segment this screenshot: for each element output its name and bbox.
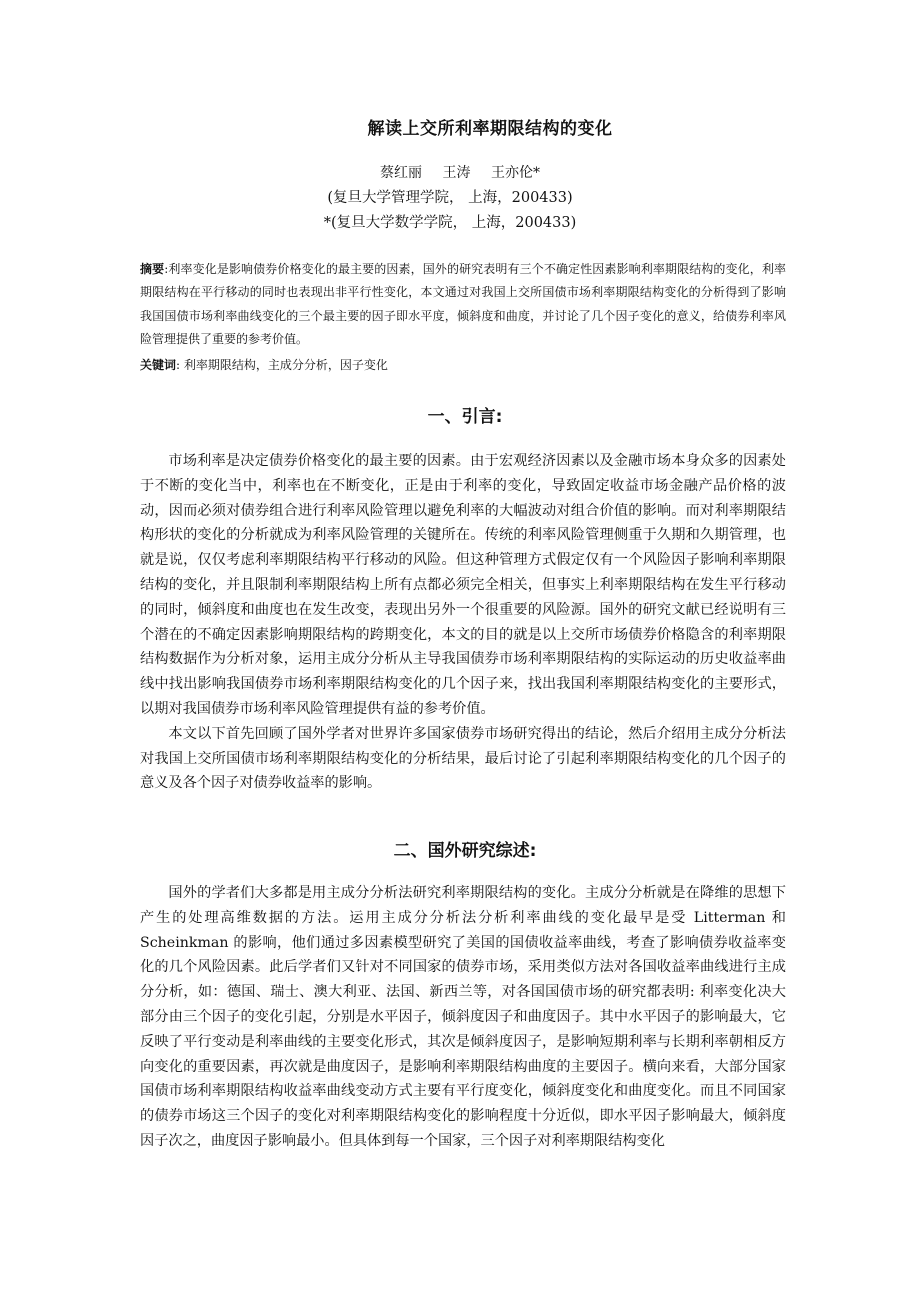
paragraph: 国外的学者们大多都是用主成分分析法研究利率期限结构的变化。主成分分析就是在降维的思想下产生的处理高维数据的方法。运用主成分分析法分析利率曲线的变化最早是受 Litterman 和 Scheinkman 的影响，他们通过多因素模型研究了美国的国债收益率曲线，考查了影响债券收益率变化的几个风险因素。此后学者们又针对不同国家的债券市场，采用类似方法对各国收益率曲线进行主成分分析，如：德国、瑞士、澳大利亚、法国、新西兰等，对各国国债市场的研究都表明: 利率变化决大部分由三个因子的变化引起，分别是水平因子，倾斜度因子和曲度因子。其中水平因子的影响最大，它反映了平行变动是利率曲线的主要变化形式，其次是倾斜度因子，是影响短期利率与长期利率朝相反方向变化的重要因素，再次就是曲度因子，是影响利率期限结构曲度的主要因子。横向来看，大部分国家国债市场利率期限结构收益率曲线变动方式主要有平行度变化，倾斜度变化和曲度变化。而且不同国家的债券市场这三个因子的变化对利率期限结构变化的影响程度十分近似，即水平因子影响最大，倾斜度因子次之，曲度因子影响最小。但具体到每一个国家，三个因子对利率期限结构变化 <box>140 885 786 1149</box>
section-heading-introduction: 一、引言: <box>427 407 503 427</box>
section-body-literature-review <box>140 881 786 1154</box>
author-name: 王亦伦* <box>490 165 540 181</box>
section-body-introduction <box>140 449 786 796</box>
keywords <box>140 355 786 375</box>
author-name: 王涛 <box>442 165 471 181</box>
author-name: 蔡红丽 <box>380 165 423 181</box>
keywords-text: : 利率期限结构，主成分分析，因子变化 <box>176 358 388 372</box>
author-list <box>0 162 920 182</box>
abstract-text: :利率变化是影响债券价格变化的最主要的因素，国外的研究表明有三个不确定性因素影响利率期限结构的变化，利率期限结构在平行移动的同时也表现出非平行性变化，本文通过对我国上交所国债市场利率期限结构变化的分析得到了影响我国国债市场利率曲线变化的三个最主要的因子即水平度，倾斜度和曲度，并讨论了几个因子变化的意义，给债券利率风险管理提供了重要的参考价值。 <box>140 262 786 347</box>
paragraph: 市场利率是决定债券价格变化的最主要的因素。由于宏观经济因素以及金融市场本身众多的因素处于不断的变化当中，利率也在不断变化，正是由于利率的变化，导致固定收益市场金融产品价格的波动，因而必须对债券组合进行利率风险管理以避免利率的大幅波动对组合价值的影响。而对利率期限结构形状的变化的分析就成为利率风险管理的关键所在。传统的利率风险管理侧重于久期和久期管理，也就是说，仅仅考虑利率期限结构平行移动的风险。但这种管理方式假定仅有一个风险因子影响利率期限结构的变化，并且限制利率期限结构上所有点都必须完全相关，但事实上利率期限结构在发生平行移动的同时，倾斜度和曲度也在发生改变，表现出另外一个很重要的风险源。国外的研究文献已经说明有三个潜在的不确定因素影响期限结构的跨期变化，本文的目的就是以上交所市场债券价格隐含的利率期限结构数据作为分析对象，运用主成分分析从主导我国债券市场利率期限结构的实际运动的历史收益率曲线中找出影响我国债券市场利率期限结构变化的几个因子来，找出我国利率期限结构变化的主要形式，以期对我国债券市场利率风险管理提供有益的参考价值。 <box>140 453 786 717</box>
affiliation-1: (复旦大学管理学院， 上海，200433) <box>327 190 573 206</box>
abstract-label: 摘要 <box>140 262 165 276</box>
affiliation-2: *(复旦大学数学学院， 上海，200433) <box>323 215 577 231</box>
abstract <box>140 258 786 352</box>
section-heading-literature-review: 二、国外研究综述: <box>393 841 537 861</box>
paper-title: 解读上交所利率期限结构的变化 <box>367 119 613 139</box>
paragraph: 本文以下首先回顾了国外学者对世界许多国家债券市场研究得出的结论，然后介绍用主成分分析法对我国上交所国债市场利率期限结构变化的分析结果，最后讨论了引起利率期限结构变化的几个因子的意义及各个因子对债券收益率的影响。 <box>140 725 786 792</box>
keywords-label: 关键词 <box>140 358 177 372</box>
